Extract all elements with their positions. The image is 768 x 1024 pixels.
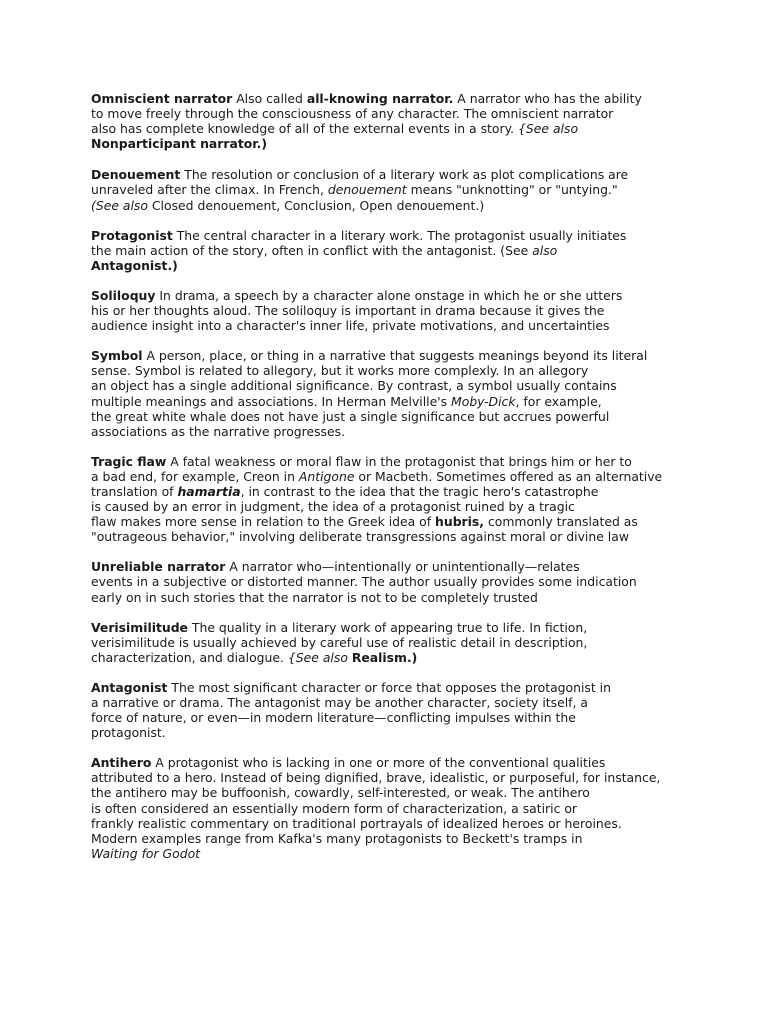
italic-text: {See also: [518, 121, 579, 137]
body-text: attributed to a hero. Instead of being dignified, brave, idealistic, or purposeful, for instance,: [91, 770, 661, 786]
entry-line: [91, 378, 691, 393]
bold-text: all-knowing narrator.: [306, 91, 454, 106]
entry-line: [91, 484, 691, 499]
entry-term: Antihero: [91, 755, 152, 771]
bold-text: Nonparticipant narrator.): [91, 136, 268, 152]
body-text: his or her thoughts aloud. The soliloquy is important in drama because it gives the: [91, 303, 605, 319]
entry-protagonist: [91, 228, 691, 273]
entry-line: [91, 710, 691, 725]
entry-line: [91, 755, 691, 770]
body-text: early on in such stories that the narrator is not to be completely trusted: [91, 589, 538, 605]
entry-line: [91, 529, 691, 544]
entry-line: [91, 454, 691, 469]
entry-symbol: [91, 348, 691, 439]
entry-term: Protagonist: [91, 227, 173, 243]
body-text: , in contrast to the idea that the tragic hero's catastrophe: [240, 483, 599, 499]
entry-line: [91, 288, 691, 303]
body-text: also has complete knowledge of all of the external events in a story.: [91, 121, 519, 137]
entry-line: [91, 469, 691, 484]
entry-term: Omniscient narrator: [91, 91, 233, 106]
entry-line: [91, 831, 691, 846]
entry-line: [91, 725, 691, 740]
body-text: characterization, and dialogue.: [91, 649, 288, 665]
entry-line: [91, 499, 691, 514]
body-text: a narrative or drama. The antagonist may be another character, society itself, a: [91, 695, 588, 710]
body-text: flaw makes more sense in relation to the Greek idea of: [91, 514, 436, 530]
bold-italic-text: [177, 484, 240, 499]
italic-text: Waiting for Godot: [91, 845, 201, 861]
bold-text: Antagonist.): [91, 257, 178, 273]
entry-line: [91, 303, 691, 318]
body-text: A narrator who—intentionally or unintentionally—relates: [225, 559, 580, 575]
entry-line: [91, 363, 691, 378]
entry-line: [91, 182, 691, 197]
body-text: multiple meanings and associations. In Herman Melville's: [91, 393, 452, 409]
entry-line: [91, 258, 691, 273]
entry-antihero: [91, 755, 691, 861]
entry-line: [91, 635, 691, 650]
body-text: is caused by an error in judgment, the idea of a protagonist ruined by a tragic: [91, 499, 575, 515]
body-text: A person, place, or thing in a narrative that suggests meanings beyond its literal: [142, 348, 648, 364]
entry-term: Antagonist: [91, 679, 168, 695]
entry-line: [91, 620, 691, 635]
body-text: means "unknotting" or "untying.": [406, 182, 618, 198]
body-text: Closed denouement, Conclusion, Open denouement.): [147, 197, 485, 213]
entry-term: Unreliable narrator: [91, 559, 226, 575]
body-text: A narrator who has the ability: [453, 91, 642, 106]
entry-line: [91, 816, 691, 831]
body-text: Also called: [232, 91, 307, 106]
entry-term: Symbol: [91, 348, 143, 364]
italic-text: Antigone: [298, 468, 355, 484]
body-text: an object has a single additional significance. By contrast, a symbol usually contains: [91, 378, 617, 394]
entry-line: [91, 228, 691, 243]
entry-line: [91, 695, 691, 710]
body-text: protagonist.: [91, 725, 166, 741]
body-text: commonly translated as: [484, 514, 638, 530]
italic-text: (See also: [91, 197, 148, 213]
body-text: sense. Symbol is related to allegory, but it works more complexly. In an allegory: [91, 363, 589, 379]
body-text: Modern examples range from Kafka's many protagonists to Beckett's tramps in: [91, 830, 583, 846]
entry-unreliable-narrator: [91, 559, 691, 604]
entry-line: [91, 243, 691, 258]
body-text: the great white whale does not have just a single significance but accrues powerful: [91, 408, 610, 424]
entry-line: [91, 650, 691, 665]
body-text: the main action of the story, often in conflict with the antagonist. (See: [91, 242, 533, 258]
body-text: frankly realistic commentary on traditional portrayals of idealized heroes or heroines.: [91, 815, 622, 831]
entry-line: [91, 394, 691, 409]
entry-line: [91, 770, 691, 785]
body-text: a bad end, for example, Creon in: [91, 468, 299, 484]
entry-line: [91, 846, 691, 861]
body-text: The central character in a literary work. The protagonist usually initiates: [172, 227, 627, 243]
body-text: to move freely through the consciousness of any character. The omniscient narrator: [91, 106, 614, 122]
entry-line: [91, 559, 691, 574]
entry-line: [91, 409, 691, 424]
body-text: the antihero may be buffoonish, cowardly, self-interested, or weak. The antihero: [91, 785, 590, 801]
italic-text: {See also: [287, 649, 348, 665]
body-text: translation of: [91, 483, 178, 499]
body-text: force of nature, or even—in modern literature—conflicting impulses within the: [91, 710, 576, 726]
entry-term: Soliloquy: [91, 287, 156, 303]
body-text: unraveled after the climax. In French,: [91, 182, 328, 198]
body-text: In drama, a speech by a character alone onstage in which he or she utters: [155, 287, 623, 303]
entry-line: [91, 590, 691, 605]
body-text: or Macbeth. Sometimes offered as an alternative: [354, 468, 663, 484]
body-text: The resolution or conclusion of a literary work as plot complications are: [180, 167, 629, 183]
entry-line: [91, 680, 691, 695]
bold-text: Realism.): [351, 649, 418, 665]
body-text: "outrageous behavior," involving deliberate transgressions against moral or divine law: [91, 529, 629, 545]
entry-denouement: [91, 167, 691, 212]
emphasis-text: hamartia: [177, 483, 241, 499]
bold-text: hubris,: [435, 514, 484, 530]
body-text: events in a subjective or distorted manner. The author usually provides some indication: [91, 574, 637, 590]
body-text: verisimilitude is usually achieved by careful use of realistic detail in description,: [91, 634, 588, 650]
entry-tragic-flaw: [91, 454, 691, 545]
entry-line: [91, 424, 691, 439]
body-text: audience insight into a character's inner life, private motivations, and uncertainties: [91, 318, 610, 334]
body-text: is often considered an essentially modern form of characterization, a satiric or: [91, 800, 578, 816]
entry-term: Verisimilitude: [91, 619, 188, 635]
entry-verisimilitude: [91, 620, 691, 665]
entry-line: [91, 785, 691, 800]
entry-line: [91, 574, 691, 589]
entry-line: [91, 91, 691, 106]
entry-line: [91, 106, 691, 121]
entry-line: [91, 121, 691, 136]
entry-line: [91, 348, 691, 363]
entry-line: [91, 514, 691, 529]
italic-text: Moby-Dick: [451, 393, 516, 409]
entry-line: [91, 801, 691, 816]
glossary-page: [91, 91, 691, 876]
entry-line: [91, 167, 691, 182]
entry-line: [91, 198, 691, 213]
entry-line: [91, 136, 691, 151]
entry-antagonist: [91, 680, 691, 740]
body-text: The most significant character or force that opposes the protagonist in: [167, 679, 611, 695]
body-text: The quality in a literary work of appearing true to life. In fiction,: [187, 619, 588, 635]
italic-text: also: [532, 242, 558, 258]
italic-text: denouement: [327, 182, 407, 198]
body-text: associations as the narrative progresses.: [91, 423, 346, 439]
entry-line: [91, 318, 691, 333]
body-text: , for example,: [515, 393, 602, 409]
entry-soliloquy: [91, 288, 691, 333]
entry-term: Tragic flaw: [91, 453, 167, 469]
entry-omniscient-narrator: [91, 91, 691, 151]
body-text: A fatal weakness or moral flaw in the protagonist that brings him or her to: [166, 453, 632, 469]
entry-term: Denouement: [91, 167, 181, 183]
body-text: A protagonist who is lacking in one or more of the conventional qualities: [151, 755, 606, 771]
